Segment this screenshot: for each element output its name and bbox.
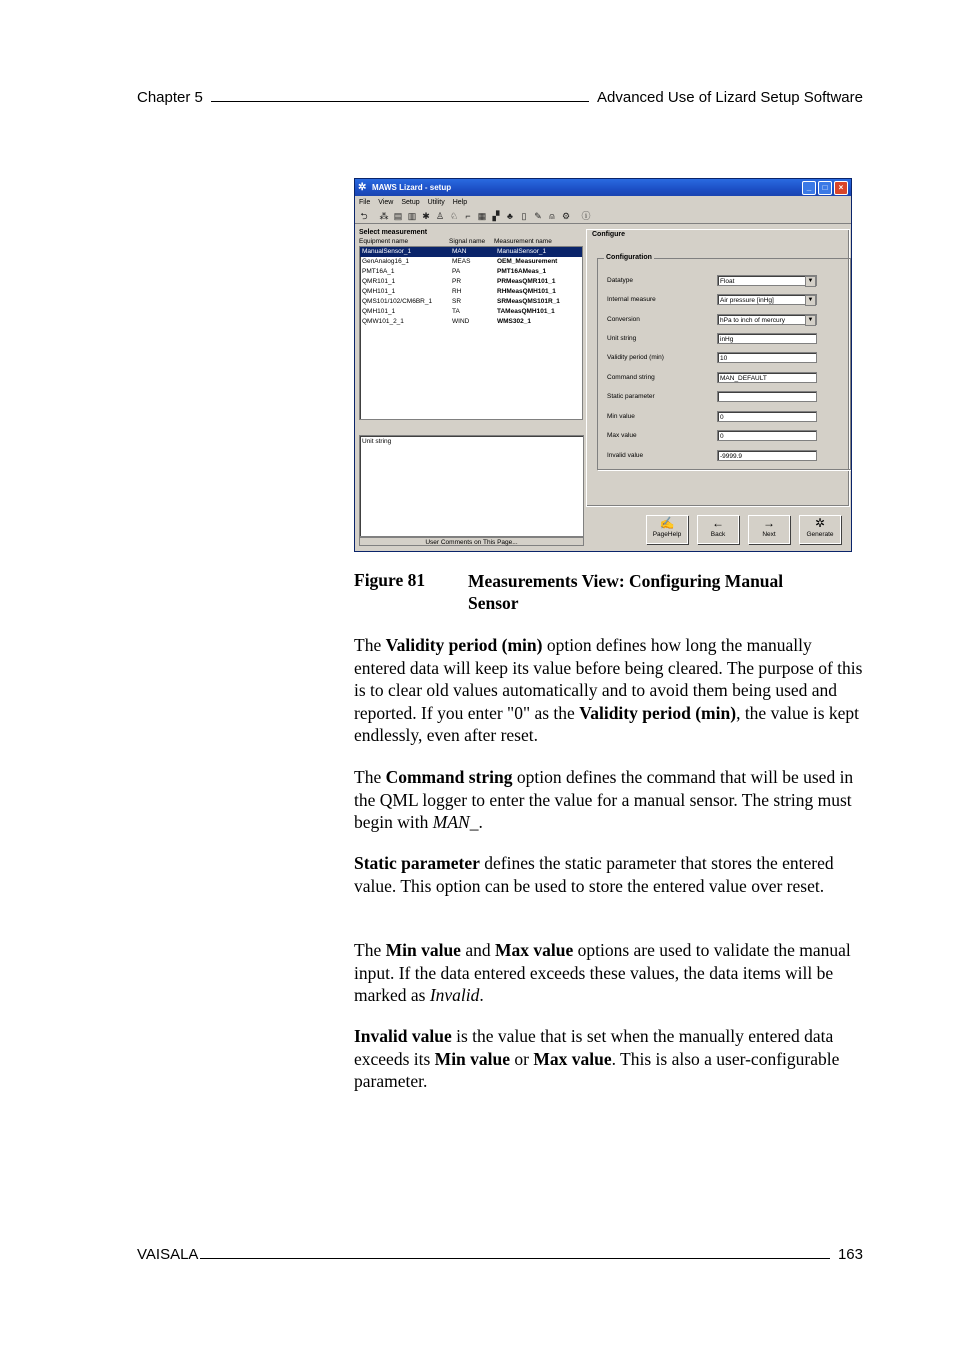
measurement-name: ManualSensor_1 xyxy=(497,248,547,255)
list-item[interactable] xyxy=(360,317,582,327)
datatype-value: Float xyxy=(720,277,735,285)
signal-name: PA xyxy=(452,268,461,275)
gear-icon[interactable]: ⚙ xyxy=(561,210,571,221)
configuration-label: Configuration xyxy=(606,254,652,261)
col-equipment[interactable]: Equipment name xyxy=(359,238,409,245)
help-icon: ✍ xyxy=(659,516,675,530)
text-run: options are used to validate the manual input. If the data entered exceeds these values, the data items will be marked as xyxy=(354,940,851,1006)
maximize-button[interactable]: □ xyxy=(818,181,832,195)
menu-bar xyxy=(355,196,851,208)
generate-button[interactable] xyxy=(799,515,841,544)
select-measurement-panel xyxy=(359,229,583,420)
signal-name: MEAS xyxy=(452,258,471,265)
list-item[interactable] xyxy=(360,287,582,297)
static-parameter-row xyxy=(607,390,817,402)
text-run: and xyxy=(460,940,495,960)
unit-string-comment-box[interactable] xyxy=(359,435,584,537)
text-run: or xyxy=(510,1048,534,1069)
list-header xyxy=(359,238,583,245)
section-title: Advanced Use of Lizard Setup Software xyxy=(597,89,863,106)
back-button[interactable] xyxy=(697,515,739,544)
configure-label: Configure xyxy=(592,231,626,238)
term-invalid: Invalid xyxy=(429,985,480,1006)
term-validity-period: Validity period (min) xyxy=(579,702,737,723)
menu-file[interactable]: File xyxy=(359,198,371,206)
term-validity-period: Validity period (min) xyxy=(385,635,543,655)
text-run: The xyxy=(354,635,386,655)
page-help-label: PageHelp xyxy=(652,531,682,538)
header-rule xyxy=(211,87,589,102)
measurement-name: TAMeasQMH101_1 xyxy=(497,308,555,315)
close-button[interactable]: × xyxy=(834,181,848,195)
paragraph-static-parameter xyxy=(354,852,864,897)
figure-title: Measurements View: Configuring Manual Sensor xyxy=(468,571,784,613)
max-value-label: Max value xyxy=(607,431,637,439)
pen-icon[interactable]: ✎ xyxy=(534,210,542,221)
generate-icon: ✲ xyxy=(814,516,826,530)
conversion-row xyxy=(607,313,817,325)
minimize-button[interactable]: _ xyxy=(802,181,816,195)
command-string-row xyxy=(607,371,817,383)
text-run: . This is also a user-configurable parameter. xyxy=(354,1048,840,1092)
paragraph-min-max xyxy=(354,939,864,1007)
internal-measure-value: Air pressure [inHg] xyxy=(720,296,774,304)
figure-caption xyxy=(354,570,864,614)
dev-icon[interactable]: ▤ xyxy=(393,210,403,221)
measurement-name: PMT16AMeas_1 xyxy=(497,268,547,275)
min-value-label: Min value xyxy=(607,412,635,420)
command-string-label: Command string xyxy=(607,373,655,381)
term-man-prefix: MAN_ xyxy=(432,812,479,833)
figure-number: Figure 81 xyxy=(354,570,426,590)
equipment-name: PMT16A_1 xyxy=(362,268,395,275)
term-min-value: Min value xyxy=(385,940,461,960)
validity-period-input[interactable]: 10 xyxy=(717,352,817,363)
paragraph-invalid-value xyxy=(354,1025,864,1093)
measurement-name: SRMeasQMS101R_1 xyxy=(497,298,560,305)
unit-string-label: Unit string xyxy=(607,334,637,342)
person2-icon[interactable]: ♘ xyxy=(449,210,459,221)
chart-icon[interactable]: ▞ xyxy=(492,210,500,221)
text-run: The xyxy=(354,940,386,960)
signal-name: SR xyxy=(452,298,462,305)
flag-icon[interactable]: ▦ xyxy=(477,210,487,221)
col-measurement[interactable]: Measurement name xyxy=(494,238,552,245)
datatype-select[interactable] xyxy=(717,275,817,286)
datatype-label: Datatype xyxy=(607,276,634,284)
invalid-value-input[interactable]: -9999.9 xyxy=(717,450,817,461)
doc-icon[interactable]: ▯ xyxy=(521,210,527,221)
equipment-name: QMR101_1 xyxy=(362,278,396,285)
term-command-string: Command string xyxy=(385,767,513,787)
page-footer xyxy=(137,1244,863,1263)
menu-utility[interactable]: Utility xyxy=(427,198,445,206)
configure-panel xyxy=(586,229,850,507)
text-run: . xyxy=(478,812,483,833)
internal-measure-label: Internal measure xyxy=(607,295,656,303)
configuration-group xyxy=(597,254,851,470)
invalid-value-row xyxy=(607,449,817,461)
invalid-value-label: Invalid value xyxy=(607,451,644,459)
toolbar-separator xyxy=(372,210,376,222)
signal-name: TA xyxy=(452,308,460,315)
text-run: defines the static parameter that stores the entered value. This option can be used to store the entered value over reset. xyxy=(354,853,834,896)
list-item[interactable] xyxy=(360,277,582,287)
person-icon[interactable]: ♙ xyxy=(435,210,445,221)
toolbar-separator xyxy=(574,210,578,222)
term-min-value: Min value xyxy=(434,1048,511,1069)
text-run: . xyxy=(479,985,484,1006)
measurement-name: WMS302_1 xyxy=(497,318,531,325)
list-item[interactable] xyxy=(360,257,582,267)
lizard-window xyxy=(354,178,852,552)
footer-rule xyxy=(200,1244,830,1259)
conversion-label: Conversion xyxy=(607,315,640,323)
equipment-name: QMS101/102/CM6BR_1 xyxy=(362,298,433,305)
conversion-value: hPa to inch of mercury xyxy=(720,316,786,324)
unit-string-input[interactable]: inHg xyxy=(717,333,817,344)
equipment-name: QMH101_1 xyxy=(362,308,396,315)
arrow-left-icon: ← xyxy=(712,516,724,530)
window-title: MAWS Lizard - setup xyxy=(372,183,452,192)
chapter-label: Chapter 5 xyxy=(137,89,203,106)
datatype-row xyxy=(607,274,817,286)
select-measurement-label: Select measurement xyxy=(359,229,428,236)
min-value-row xyxy=(607,410,817,422)
static-parameter-label: Static parameter xyxy=(607,392,655,400)
term-max-value: Max value xyxy=(533,1048,612,1069)
paragraph-validity xyxy=(354,634,864,747)
validity-period-row xyxy=(607,351,817,363)
menu-view[interactable]: View xyxy=(378,198,394,206)
page-help-button[interactable] xyxy=(646,515,688,544)
equipment-name: ManualSensor_1 xyxy=(362,248,412,255)
list-item[interactable] xyxy=(360,297,582,307)
measure-icon[interactable]: ⌐ xyxy=(465,210,471,221)
max-value-row xyxy=(607,429,817,441)
list-item[interactable] xyxy=(360,247,582,257)
unit-string-row xyxy=(607,332,817,344)
min-value-input[interactable]: 0 xyxy=(717,411,817,422)
app-icon: ✲ xyxy=(358,182,367,193)
tree-icon[interactable]: ♣ xyxy=(507,210,513,221)
conversion-select[interactable] xyxy=(717,314,817,325)
term-max-value: Max value xyxy=(494,940,574,960)
measurement-name: OEM_Measurement xyxy=(497,258,558,265)
signal-name: RH xyxy=(452,288,462,295)
footer-brand: VAISALA xyxy=(137,1246,199,1263)
user-comments-button[interactable]: User Comments on This Page... xyxy=(359,537,584,546)
signal-name: PR xyxy=(452,278,462,285)
menu-setup[interactable]: Setup xyxy=(401,198,420,206)
command-string-input[interactable]: MAN_DEFAULT xyxy=(717,372,817,383)
equipment-name: GenAnalog16_1 xyxy=(362,258,409,265)
next-button[interactable] xyxy=(748,515,790,544)
list-item[interactable] xyxy=(360,307,582,317)
signal-name: MAN xyxy=(452,248,467,255)
validity-period-label: Validity period (min) xyxy=(607,353,664,361)
measurement-name: PRMeasQMR101_1 xyxy=(497,278,556,285)
list-item[interactable] xyxy=(360,267,582,277)
unit-string-comment-label: Unit string xyxy=(362,438,392,445)
signal-name: WIND xyxy=(452,318,470,325)
internal-measure-select[interactable] xyxy=(717,294,817,305)
bell-icon[interactable]: ⍝ xyxy=(549,210,555,221)
menu-help[interactable]: Help xyxy=(452,198,468,206)
static-parameter-input[interactable] xyxy=(717,391,817,402)
page-number: 163 xyxy=(837,1246,863,1263)
toolbar xyxy=(355,208,851,224)
col-signal[interactable]: Signal name xyxy=(449,238,486,245)
page-header xyxy=(137,87,863,106)
arrow-right-icon: → xyxy=(763,516,775,530)
measurement-list[interactable] xyxy=(359,246,583,420)
term-static-parameter: Static parameter xyxy=(354,853,480,873)
wind-icon[interactable]: ✱ xyxy=(422,210,430,221)
text-run: option defines the command that will be used in the QML logger to enter the value for a manual sensor. The string must begin with xyxy=(354,767,854,833)
next-label: Next xyxy=(762,531,776,538)
info-icon[interactable]: ⓘ xyxy=(581,210,591,221)
network-icon[interactable]: ⁂ xyxy=(379,210,389,221)
open-icon[interactable]: ⮌ xyxy=(360,210,368,221)
back-label: Back xyxy=(710,531,726,538)
dev2-icon[interactable]: ▥ xyxy=(407,210,417,221)
text-run: option defines how long the manually entered data will keep its value before being cleared. The purpose of this is to clear old values automatically and to avoid them being used and reported. If you enter "0" as the xyxy=(354,635,863,723)
generate-label: Generate xyxy=(806,531,834,538)
equipment-name: QMW101_2_1 xyxy=(362,318,404,325)
text-run: The xyxy=(354,767,386,787)
measurement-name: RHMeasQMH101_1 xyxy=(497,288,556,295)
chevron-down-icon[interactable]: ▼ xyxy=(805,315,816,326)
internal-measure-row xyxy=(607,293,817,305)
paragraph-command-string xyxy=(354,766,864,834)
text-run: is the value that is set when the manually entered data exceeds its xyxy=(354,1026,834,1069)
equipment-name: QMH101_1 xyxy=(362,288,396,295)
chevron-down-icon[interactable]: ▼ xyxy=(805,276,816,287)
max-value-input[interactable]: 0 xyxy=(717,430,817,441)
title-bar xyxy=(355,179,851,196)
chevron-down-icon[interactable]: ▼ xyxy=(805,295,816,306)
term-invalid-value: Invalid value xyxy=(354,1026,452,1046)
text-run: , the value is kept endlessly, even after reset. xyxy=(354,702,860,746)
